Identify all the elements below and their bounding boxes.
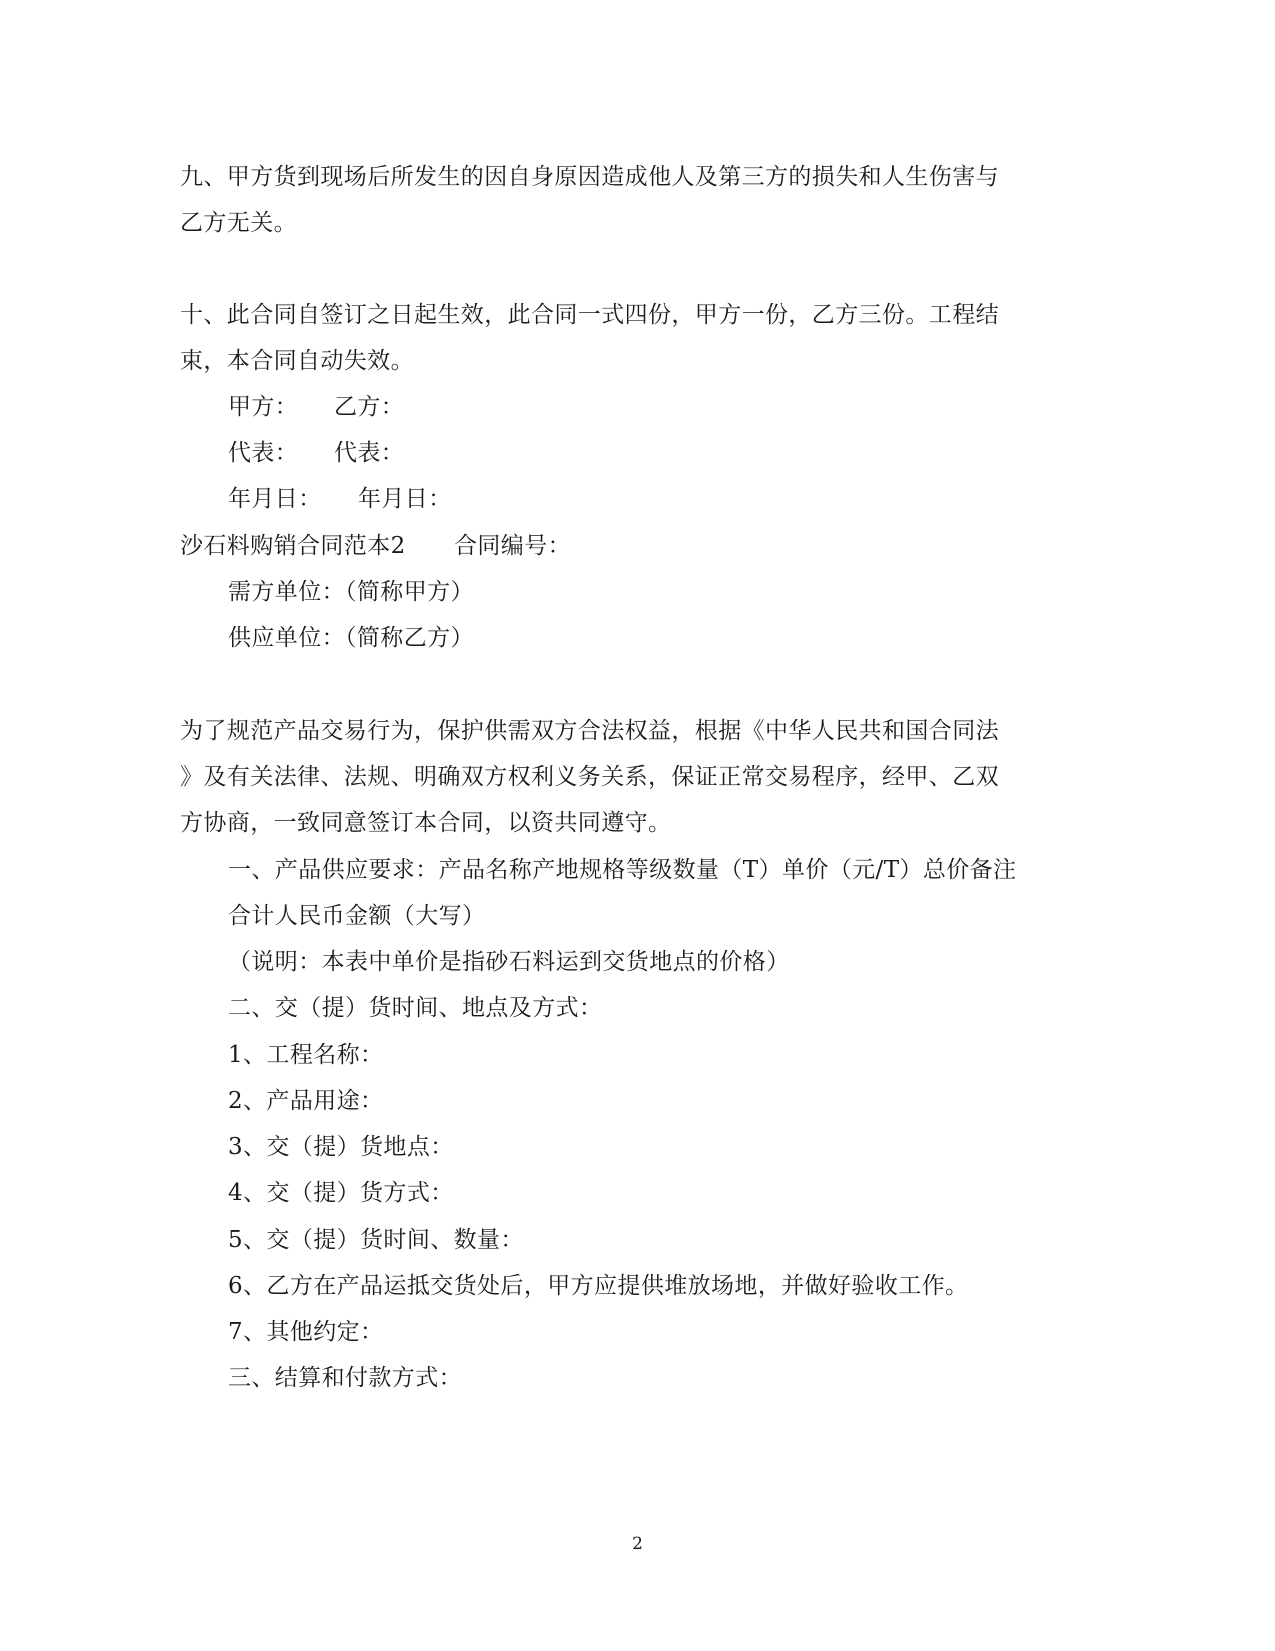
sub-item-5: 5、交（提）货时间、数量：: [228, 1227, 524, 1253]
buyer-unit: 需方单位：（简称甲方）: [228, 579, 474, 605]
supplier-unit: 供应单位：（简称乙方）: [228, 625, 474, 651]
sub-item-1: 1、工程名称：: [228, 1042, 384, 1068]
page-number: 2: [632, 1534, 643, 1554]
signature-date-b: 年月日：: [358, 486, 452, 512]
sub-item-7: 7、其他约定：: [228, 1319, 384, 1345]
sub-item-4: 4、交（提）货方式：: [228, 1180, 454, 1206]
intro-line-3: 方协商，一致同意签订本合同，以资共同遵守。: [180, 810, 672, 836]
clause-9-line-2: 乙方无关。: [180, 210, 297, 236]
signature-date-a: 年月日：: [228, 486, 322, 512]
item-1-line-1: 一、产品供应要求：产品名称产地规格等级数量（T）单价（元/T）总价备注: [228, 857, 1017, 883]
signature-rep-b: 代表：: [334, 440, 405, 466]
sub-item-2: 2、产品用途：: [228, 1088, 384, 1114]
clause-10-line-1: 十、此合同自签订之日起生效，此合同一式四份，甲方一份，乙方三份。工程结: [180, 302, 999, 328]
clause-9-line-1: 九、甲方货到现场后所发生的因自身原因造成他人及第三方的损失和人生伤害与: [180, 164, 999, 190]
clause-10-line-2: 束，本合同自动失效。: [180, 348, 414, 374]
item-3-heading: 三、结算和付款方式：: [228, 1365, 462, 1391]
contract-number-label: 合同编号：: [454, 533, 571, 559]
contract-2-title: 沙石料购销合同范本2: [180, 533, 406, 559]
item-1-line-2: 合计人民币金额（大写）: [228, 903, 486, 929]
sub-item-6: 6、乙方在产品运抵交货处后，甲方应提供堆放场地，并做好验收工作。: [228, 1273, 969, 1299]
signature-party-b: 乙方：: [334, 394, 405, 420]
sub-item-3: 3、交（提）货地点：: [228, 1134, 454, 1160]
item-2-heading: 二、交（提）货时间、地点及方式：: [228, 995, 603, 1021]
signature-party-a: 甲方：: [228, 394, 299, 420]
intro-line-1: 为了规范产品交易行为，保护供需双方合法权益，根据《中华人民共和国合同法: [180, 718, 999, 744]
signature-rep-a: 代表：: [228, 440, 299, 466]
price-note: （说明：本表中单价是指砂石料运到交货地点的价格）: [228, 949, 790, 975]
intro-line-2: 》及有关法律、法规、明确双方权利义务关系，保证正常交易程序，经甲、乙双: [180, 764, 999, 790]
